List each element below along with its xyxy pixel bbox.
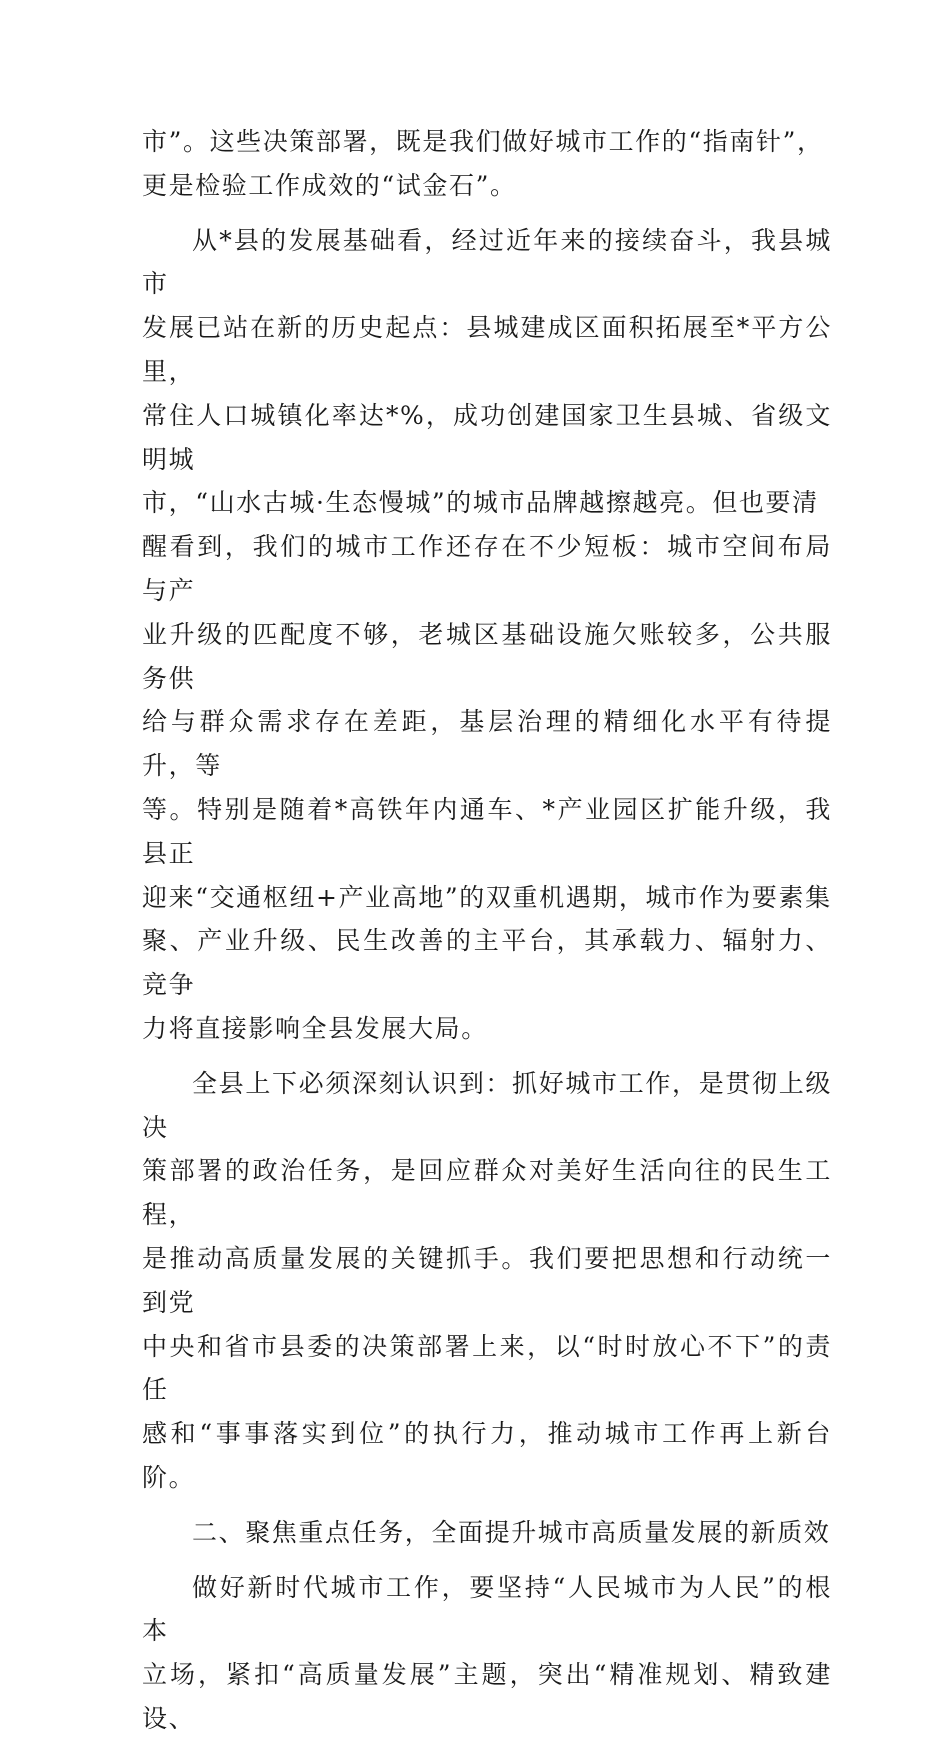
paragraph-closing [142,1566,832,1741]
text-line: 策部署的政治任务，是回应群众对美好生活向往的民生工程， [142,1156,832,1230]
paragraph-awareness [142,1062,832,1500]
document-body [142,120,832,1752]
text-line: 业升级的匹配度不够，老城区基础设施欠账较多，公共服务供 [142,619,832,693]
text-line: 常住人口城镇化率达*%，成功创建国家卫生县城、省级文明城 [142,400,832,474]
text-line: 中央和省市县委的决策部署上来，以“时时放心不下”的责任 [142,1331,832,1405]
text-line: 全县上下必须深刻认识到：抓好城市工作，是贯彻上级决 [142,1068,832,1142]
paragraph-development-basis [142,219,832,1051]
text-line: 做好新时代城市工作，要坚持“人民城市为人民”的根本 [142,1572,832,1646]
text-line: 立场，紧扣“高质量发展”主题，突出“精准规划、精致建设、 [142,1660,832,1733]
text-line: 市，“山水古城·生态慢城”的城市品牌越擦越亮。但也要清 [142,488,819,518]
paragraph-continuation [142,120,832,208]
text-line: 是推动高质量发展的关键抓手。我们要把思想和行动统一到党 [142,1243,832,1317]
text-line: 迎来“交通枢纽+产业高地”的双重机遇期，城市作为要素集 [142,882,832,912]
text-line: 醒看到，我们的城市工作还存在不少短板：城市空间布局与产 [142,532,832,605]
text-line: 力将直接影响全县发展大局。 [142,1013,488,1043]
text-line: 市”。这些决策部署，既是我们做好城市工作的“指南针”， [142,127,824,156]
text-line: 发展已站在新的历史起点：县城建成区面积拓展至*平方公里， [142,313,832,386]
text-line: 更是检验工作成效的“试金石”。 [142,170,517,200]
text-line: 从*县的发展基础看，经过近年来的接续奋斗，我县城市 [142,225,832,299]
text-line: 感和“事事落实到位”的执行力，推动城市工作再上新台阶。 [142,1419,832,1492]
text-line: 给与群众需求存在差距，基层治理的精细化水平有待提升，等 [142,707,832,781]
section-heading: 二、聚焦重点任务，全面提升城市高质量发展的新质效 [192,1517,831,1547]
text-line: 聚、产业升级、民生改善的主平台，其承载力、辐射力、竞争 [142,926,832,1000]
text-line: 等。特别是随着*高铁年内通车、*产业园区扩能升级，我县正 [142,794,832,868]
